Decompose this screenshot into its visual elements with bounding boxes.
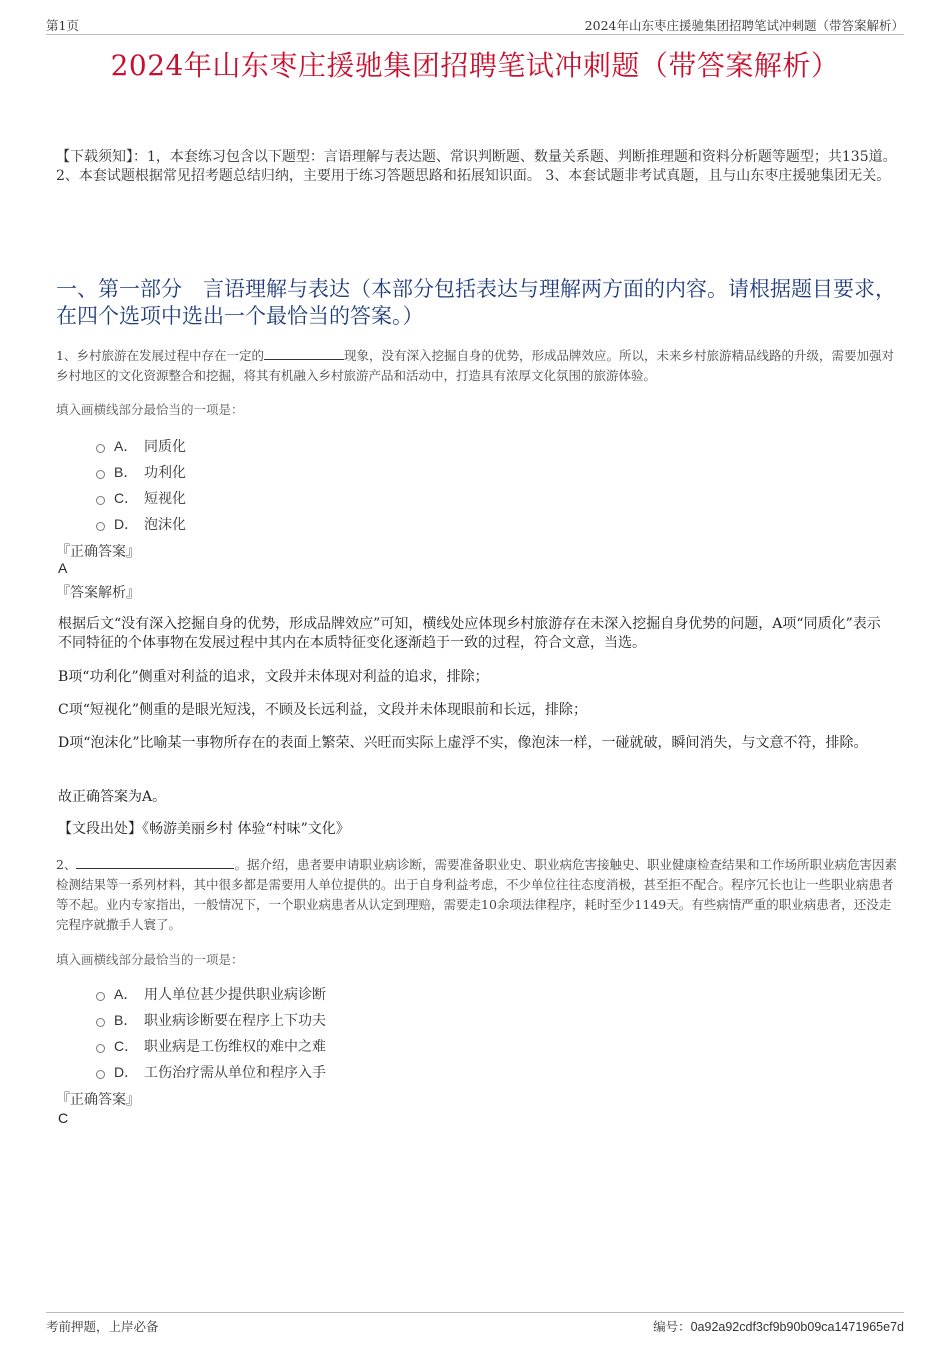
question-2-prefix: 2、 [56, 857, 77, 872]
question-2-stem [56, 855, 898, 935]
radio-icon[interactable] [96, 470, 105, 479]
radio-icon[interactable] [96, 1070, 105, 1079]
page-footer [46, 1312, 904, 1333]
answer-blank [264, 347, 344, 360]
analysis-paragraph: D项“泡沫化”比喻某一事物所存在的表面上繁荣、兴旺而实际上虚浮不实，像泡沫一样，一碰就破，瞬间消失，与文意不符，排除。 [58, 735, 868, 751]
option-b[interactable]: B． 功利化 [96, 459, 186, 485]
question-1-stem [56, 346, 898, 386]
question-1-options [96, 433, 186, 537]
option-d[interactable]: D． 工伤治疗需从单位和程序入手 [96, 1059, 326, 1085]
page-header [46, 14, 904, 35]
radio-icon[interactable] [96, 522, 105, 531]
download-notice: 【下载须知】：1，本套练习包含以下题型：言语理解与表达题、常识判断题、数量关系题、判断推理题和资料分析题等题型；共135道。 2、本套试题根据常见招考题总结归纳，主要用于练习答题思路和拓展知识面。 3、本套试题非考试真题，且与山东枣庄援驰集团无关。 [56, 149, 897, 184]
option-a[interactable]: A． 同质化 [96, 433, 186, 459]
footer-slogan: 考前押题，上岸必备 [46, 1319, 159, 1334]
page-number: 第1页 [46, 18, 79, 33]
analysis-paragraph: B项“功利化”侧重对利益的追求，文段并未体现对利益的追求，排除； [58, 669, 489, 685]
question-1-text: 现象，没有深入挖掘自身的优势，形成品牌效应。所以，未来乡村旅游精品线路的升级，需要加强对乡村地区的文化资源整合和挖掘，将其有机融入乡村旅游产品和活动中，打造具有浓厚文化氛围的旅游体验。 [56, 348, 894, 383]
option-c[interactable]: C． 短视化 [96, 485, 186, 511]
correct-answer: A [58, 560, 68, 576]
radio-icon[interactable] [96, 444, 105, 453]
header-doc-title: 2024年山东枣庄援驰集团招聘笔试冲刺题（带答案解析） [584, 18, 904, 33]
document-title: 2024年山东枣庄援驰集团招聘笔试冲刺题（带答案解析） [110, 49, 840, 82]
option-a[interactable]: A． 用人单位甚少提供职业病诊断 [96, 981, 326, 1007]
radio-icon[interactable] [96, 1044, 105, 1053]
section-title: 一、第一部分 言语理解与表达（本部分包括表达与理解两方面的内容。请根据题目要求，在四个选项中选出一个最恰当的答案。） [56, 277, 896, 328]
document-code: 编号：0a92a92cdf3cf9b90b09ca1471965e7d [653, 1319, 904, 1334]
radio-icon[interactable] [96, 496, 105, 505]
analysis-label: 『答案解析』 [56, 585, 140, 601]
analysis-paragraph: C项“短视化”侧重的是眼光短浅，不顾及长远利益，文段并未体现眼前和长远，排除； [58, 702, 588, 718]
option-d[interactable]: D． 泡沫化 [96, 511, 186, 537]
question-1-prefix: 1、乡村旅游在发展过程中存在一定的 [56, 348, 264, 363]
correct-answer-label: 『正确答案』 [56, 1092, 140, 1108]
question-2-options [96, 981, 326, 1085]
radio-icon[interactable] [96, 1018, 105, 1027]
correct-answer: C [58, 1110, 69, 1126]
radio-icon[interactable] [96, 992, 105, 1001]
analysis-paragraph: 根据后文“没有深入挖掘自身的优势，形成品牌效应”可知，横线处应体现乡村旅游存在未深入挖掘自身优势的问题，A项“同质化”表示不同特征的个体事物在发展过程中其内在本质特征变化逐渐趋于一致的过程，符合文意，当选。 [58, 616, 881, 651]
text-source: 【文段出处】《畅游美丽乡村 体验“村味”文化》 [58, 821, 350, 837]
correct-answer-label: 『正确答案』 [56, 544, 140, 560]
analysis-conclusion: 故正确答案为A。 [58, 789, 167, 805]
question-1-prompt: 填入画横线部分最恰当的一项是： [56, 402, 244, 417]
question-2-text: 。据介绍，患者要申请职业病诊断，需要准备职业史、职业病危害接触史、职业健康检查结果和工作场所职业病危害因素检测结果等一系列材料，其中很多都是需要用人单位提供的。出于自身利益考虑，不少单位往往态度消极，甚至拒不配合。程序冗长也让一些职业病患者等不起。业内专家指出，一般情况下，一个职业病患者从认定到理赔，需要走10余项法律程序，耗时至少1149天。有些病情严重的职业病患者，还没走完程序就撒手人寰了。 [56, 857, 897, 932]
question-2-prompt: 填入画横线部分最恰当的一项是： [56, 952, 244, 967]
answer-blank [76, 856, 234, 869]
option-b[interactable]: B． 职业病诊断要在程序上下功夫 [96, 1007, 326, 1033]
option-c[interactable]: C． 职业病是工伤维权的难中之难 [96, 1033, 326, 1059]
